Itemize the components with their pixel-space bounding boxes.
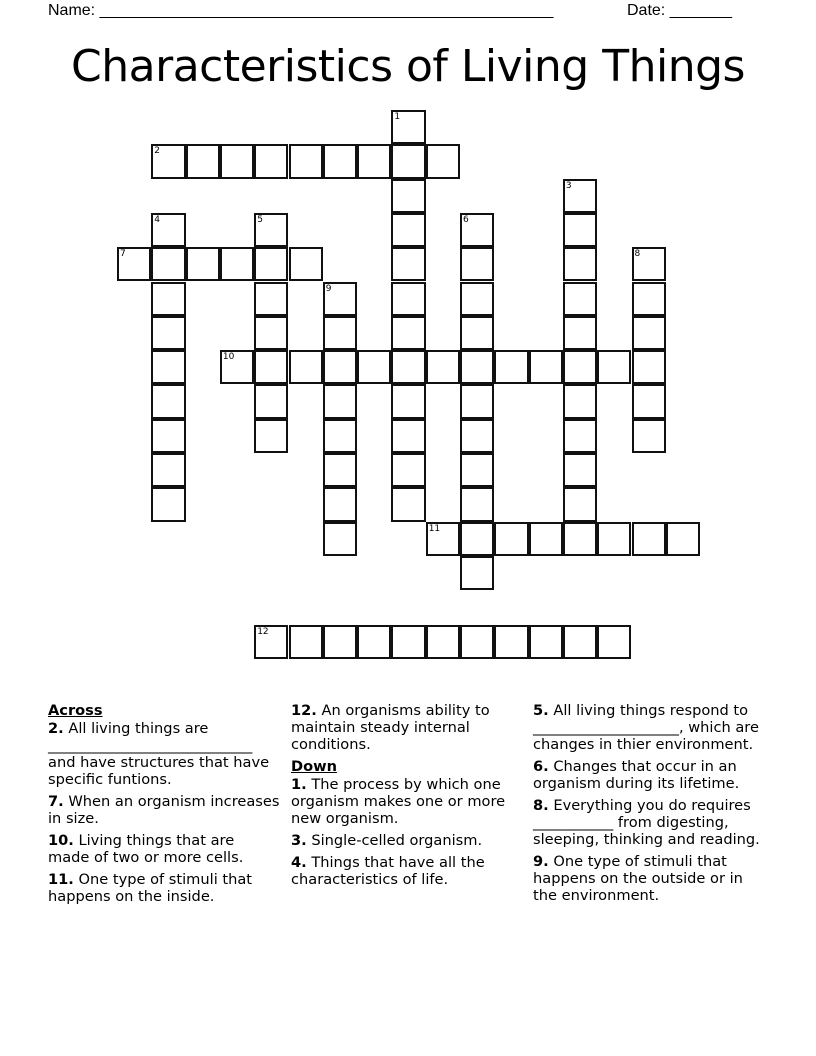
grid-cell[interactable] (391, 247, 425, 281)
grid-cell[interactable] (151, 384, 185, 418)
grid-cell[interactable] (289, 247, 323, 281)
clue-text: Things that have all the characteristics of life. (291, 854, 485, 888)
clue-down-8 (533, 797, 765, 848)
clue-down-9 (533, 853, 765, 904)
grid-cell[interactable] (254, 247, 288, 281)
grid-cell[interactable] (254, 419, 288, 453)
grid-cell[interactable] (289, 625, 323, 659)
grid-cell[interactable] (563, 625, 597, 659)
grid-cell[interactable] (254, 282, 288, 316)
cell-number: 7 (120, 249, 126, 260)
clue-number: 9. (533, 853, 549, 870)
grid-cell[interactable] (220, 247, 254, 281)
grid-cell[interactable] (323, 144, 357, 178)
grid-cell[interactable] (186, 144, 220, 178)
clue-down-3 (291, 832, 523, 849)
grid-cell[interactable] (597, 625, 631, 659)
clues-column-1 (48, 702, 280, 910)
grid-cell[interactable] (529, 522, 563, 556)
grid-cell[interactable] (632, 350, 666, 384)
grid-cell[interactable] (254, 316, 288, 350)
down-heading: Down (291, 758, 338, 775)
cell-number: 12 (257, 626, 269, 637)
grid-cell[interactable] (563, 350, 597, 384)
grid-cell[interactable] (460, 625, 494, 659)
clue-number: 12. (291, 702, 317, 719)
clue-number: 3. (291, 832, 307, 849)
clue-number: 10. (48, 832, 74, 849)
grid-cell[interactable] (494, 522, 528, 556)
grid-cell[interactable] (391, 144, 425, 178)
grid-cell[interactable] (460, 419, 494, 453)
grid-cell[interactable] (597, 522, 631, 556)
grid-cell[interactable] (391, 213, 425, 247)
grid-cell[interactable] (254, 144, 288, 178)
clues-column-2 (291, 702, 523, 893)
clue-number: 8. (533, 797, 549, 814)
grid-cell[interactable] (254, 384, 288, 418)
grid-cell[interactable] (220, 144, 254, 178)
grid-cell[interactable] (323, 487, 357, 521)
grid-cell[interactable] (460, 384, 494, 418)
grid-cell[interactable] (632, 282, 666, 316)
grid-cell[interactable] (391, 453, 425, 487)
grid-cell[interactable] (426, 625, 460, 659)
clue-number: 11. (48, 871, 74, 888)
grid-cell[interactable] (289, 350, 323, 384)
grid-cell[interactable] (357, 350, 391, 384)
grid-cell[interactable] (151, 247, 185, 281)
grid-cell[interactable] (151, 487, 185, 521)
grid-cell[interactable] (151, 419, 185, 453)
clue-number: 5. (533, 702, 549, 719)
cell-number: 4 (154, 214, 161, 225)
clue-text: All living things are ____________________________ and have structures that have specific funtions. (48, 720, 270, 788)
clue-text: Living things that are made of two or more cells. (48, 832, 244, 866)
clue-number: 2. (48, 720, 64, 737)
cell-number: 1 (394, 112, 401, 122)
grid-cell[interactable] (391, 487, 425, 521)
clue-down-4 (291, 854, 523, 888)
clue-text: One type of stimuli that happens on the inside. (48, 871, 253, 905)
grid-cell[interactable] (563, 487, 597, 521)
clue-across-10 (48, 832, 280, 866)
clue-number: 7. (48, 793, 64, 810)
name-field-label: Name: ___________________________________________________ (48, 2, 554, 19)
clue-text: Changes that occur in an organism during its lifetime. (533, 758, 740, 792)
grid-cell[interactable] (357, 625, 391, 659)
grid-cell[interactable] (323, 316, 357, 350)
clue-text: An organisms ability to maintain steady internal conditions. (291, 702, 490, 753)
clue-text: When an organism increases in size. (48, 793, 280, 827)
clue-down-5 (533, 702, 765, 753)
grid-cell[interactable] (563, 384, 597, 418)
grid-cell[interactable] (117, 247, 151, 281)
clue-across-2 (48, 720, 280, 788)
clue-across-7 (48, 793, 280, 827)
grid-cell[interactable] (632, 384, 666, 418)
grid-cell[interactable] (460, 522, 494, 556)
grid-cell[interactable] (151, 350, 185, 384)
grid-cell[interactable] (391, 384, 425, 418)
clue-number: 1. (291, 776, 307, 793)
grid-cell[interactable] (323, 419, 357, 453)
clue-number: 4. (291, 854, 307, 871)
cell-number: 2 (154, 146, 161, 157)
cell-number: 5 (257, 214, 263, 225)
grid-cell[interactable] (632, 247, 666, 281)
grid-cell[interactable] (323, 453, 357, 487)
grid-cell[interactable] (186, 247, 220, 281)
grid-cell[interactable] (563, 179, 597, 213)
grid-cell[interactable] (254, 213, 288, 247)
clue-text: Single-celled organism. (311, 832, 483, 849)
clues-column-3 (533, 702, 765, 909)
grid-cell[interactable] (563, 282, 597, 316)
grid-cell[interactable] (151, 144, 185, 178)
grid-cell[interactable] (460, 487, 494, 521)
grid-cell[interactable] (494, 350, 528, 384)
grid-cell[interactable] (426, 522, 460, 556)
cell-number: 11 (428, 523, 441, 534)
grid-cell[interactable] (391, 625, 425, 659)
grid-cell[interactable] (151, 213, 185, 247)
grid-cell[interactable] (563, 213, 597, 247)
cell-number: 8 (634, 249, 641, 260)
grid-cell[interactable] (391, 316, 425, 350)
grid-cell[interactable] (666, 522, 700, 556)
cell-number: 10 (222, 352, 235, 363)
grid-cell[interactable] (391, 110, 425, 144)
page-title: Characteristics of Living Things (71, 41, 745, 92)
clue-text: The process by which one organism makes one or more new organism. (291, 776, 506, 827)
grid-cell[interactable] (289, 144, 323, 178)
cell-number: 3 (565, 180, 572, 191)
grid-cell[interactable] (632, 316, 666, 350)
grid-cell[interactable] (597, 350, 631, 384)
grid-cell[interactable] (460, 350, 494, 384)
grid-cell[interactable] (391, 179, 425, 213)
clue-across-12 (291, 702, 523, 753)
clue-down-6 (533, 758, 765, 792)
grid-cell[interactable] (426, 144, 460, 178)
clue-down-1 (291, 776, 523, 827)
grid-cell[interactable] (254, 350, 288, 384)
grid-cell[interactable] (391, 282, 425, 316)
grid-cell[interactable] (220, 350, 254, 384)
grid-cell[interactable] (151, 316, 185, 350)
grid-cell[interactable] (323, 625, 357, 659)
grid-cell[interactable] (151, 282, 185, 316)
grid-cell[interactable] (151, 453, 185, 487)
grid-cell[interactable] (323, 350, 357, 384)
grid-cell[interactable] (494, 625, 528, 659)
grid-cell[interactable] (391, 350, 425, 384)
cell-number: 6 (463, 214, 469, 225)
grid-cell[interactable] (391, 419, 425, 453)
grid-cell[interactable] (563, 522, 597, 556)
grid-cell[interactable] (460, 282, 494, 316)
grid-cell[interactable] (529, 350, 563, 384)
clue-text: One type of stimuli that happens on the outside or in the environment. (533, 853, 743, 904)
clue-text: Everything you do requires ___________ from digesting, sleeping, thinking and reading. (533, 797, 760, 848)
cell-number: 9 (325, 283, 332, 294)
grid-cell[interactable] (563, 453, 597, 487)
clue-number: 6. (533, 758, 549, 775)
clue-text: All living things respond to ____________________, which are changes in thier environment. (533, 702, 759, 753)
date-field-label: Date: _______ (627, 2, 732, 19)
across-heading: Across (48, 702, 103, 719)
grid-cell[interactable] (426, 350, 460, 384)
grid-cell[interactable] (529, 625, 563, 659)
grid-cell[interactable] (254, 625, 288, 659)
grid-cell[interactable] (323, 384, 357, 418)
grid-cell[interactable] (563, 247, 597, 281)
clue-across-11 (48, 871, 280, 905)
grid-cell[interactable] (323, 522, 357, 556)
grid-cell[interactable] (563, 316, 597, 350)
grid-cell[interactable] (460, 556, 494, 590)
grid-cell[interactable] (460, 316, 494, 350)
grid-cell[interactable] (563, 419, 597, 453)
grid-cell[interactable] (632, 522, 666, 556)
grid-cell[interactable] (323, 282, 357, 316)
grid-cell[interactable] (632, 419, 666, 453)
grid-cell[interactable] (460, 247, 494, 281)
grid-cell[interactable] (460, 453, 494, 487)
grid-cell[interactable] (460, 213, 494, 247)
grid-cell[interactable] (357, 144, 391, 178)
